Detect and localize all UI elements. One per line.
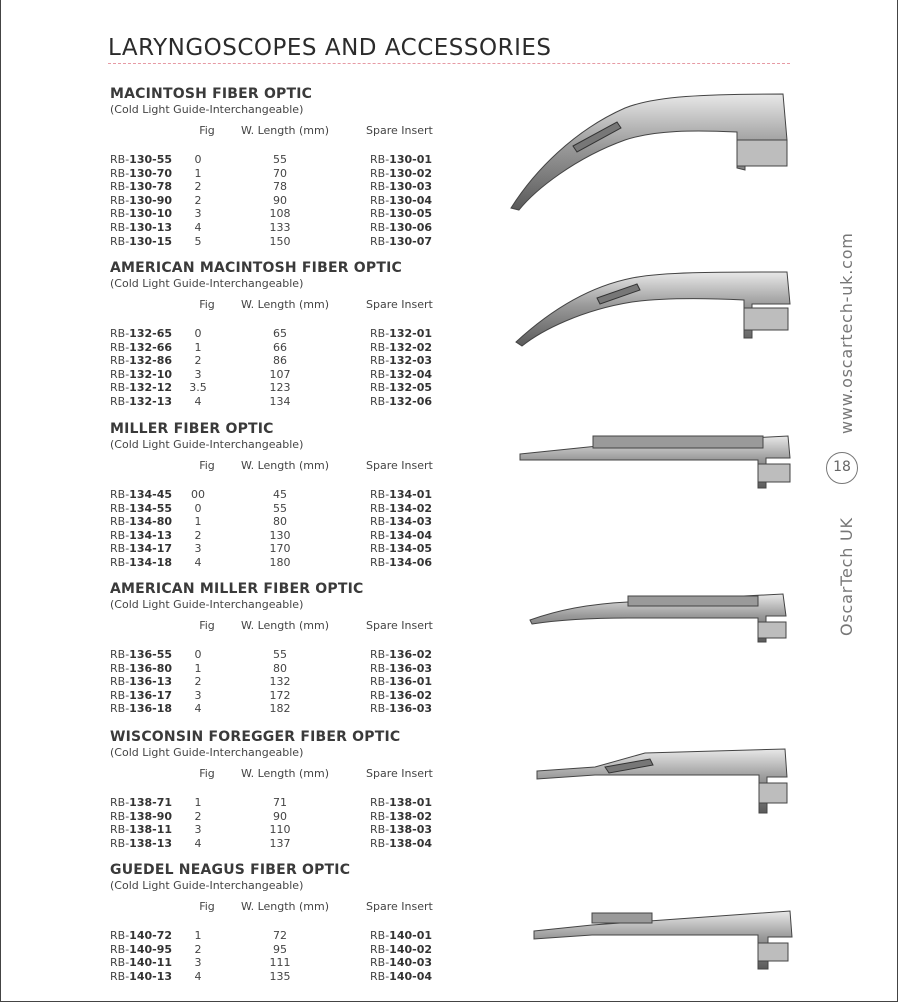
- table-header: [110, 124, 450, 140]
- fig-value: 3: [194, 367, 202, 381]
- fig-value: 4: [194, 555, 202, 569]
- product-code: RB-136-18: [110, 702, 173, 716]
- length-value: 55: [273, 501, 287, 515]
- product-code: RB-140-11: [110, 956, 173, 970]
- spare-insert-code: RB-138-02: [370, 809, 433, 823]
- section-subtitle: (Cold Light Guide-Interchangeable): [110, 746, 304, 759]
- section-subtitle: (Cold Light Guide-Interchangeable): [110, 438, 304, 451]
- length-value: 72: [273, 929, 287, 942]
- section-title: AMERICAN MILLER FIBER OPTIC: [110, 581, 364, 597]
- fig-value: 2: [194, 675, 202, 689]
- product-code: RB-130-15: [110, 234, 173, 248]
- fig-value: 3: [194, 207, 202, 221]
- length-value: 182: [269, 702, 291, 716]
- product-code: RB-132-65: [110, 327, 173, 340]
- length-value: 108: [269, 207, 291, 221]
- table-row: [110, 515, 450, 529]
- table-header: [110, 459, 450, 475]
- spare-insert-code: RB-130-02: [370, 166, 433, 180]
- fig-value: 2: [194, 354, 202, 368]
- table-row: [110, 929, 450, 943]
- table-row: [110, 368, 450, 382]
- table-row: [110, 502, 450, 516]
- product-code: RB-132-66: [110, 340, 173, 354]
- product-code: RB-136-13: [110, 675, 173, 689]
- product-section: [110, 86, 450, 248]
- fig-value: 3: [194, 542, 202, 556]
- fig-value: 3: [194, 688, 202, 702]
- product-code: RB-134-17: [110, 542, 173, 556]
- spare-insert-code: RB-136-01: [370, 675, 433, 689]
- length-value: 180: [269, 555, 291, 569]
- header-fig: Fig: [199, 459, 215, 472]
- side-website-url: www.oscartech-uk.com: [837, 232, 856, 434]
- spare-insert-code: RB-140-01: [370, 929, 433, 942]
- product-code: RB-134-18: [110, 555, 173, 569]
- table-row: [110, 648, 450, 662]
- fig-value: 0: [194, 327, 202, 340]
- header-spare-insert: Spare Insert: [366, 124, 433, 137]
- header-spare-insert: Spare Insert: [366, 619, 433, 632]
- section-subtitle: (Cold Light Guide-Interchangeable): [110, 879, 304, 892]
- spare-insert-code: RB-134-04: [370, 528, 433, 542]
- header-fig: Fig: [199, 767, 215, 780]
- section-subtitle: (Cold Light Guide-Interchangeable): [110, 598, 304, 611]
- length-value: 66: [273, 340, 287, 354]
- product-code: RB-130-70: [110, 166, 173, 180]
- fig-value: 1: [194, 340, 202, 354]
- spare-insert-code: RB-130-04: [370, 193, 433, 207]
- length-value: 107: [269, 367, 291, 381]
- table-row: [110, 823, 450, 837]
- section-title: MACINTOSH FIBER OPTIC: [110, 86, 313, 102]
- product-code: RB-138-13: [110, 836, 173, 850]
- title-divider: [108, 63, 790, 64]
- length-value: 110: [269, 823, 291, 837]
- product-code: RB-136-17: [110, 688, 173, 702]
- product-code: RB-140-95: [110, 942, 173, 956]
- fig-value: 2: [194, 193, 202, 207]
- length-value: 137: [269, 836, 291, 850]
- fig-value: 2: [194, 180, 202, 194]
- header-spare-insert: Spare Insert: [366, 900, 433, 913]
- table-row: [110, 221, 450, 235]
- fig-value: 4: [194, 394, 202, 408]
- section-subtitle: (Cold Light Guide-Interchangeable): [110, 277, 304, 290]
- length-value: 172: [269, 688, 291, 702]
- product-code: RB-138-71: [110, 796, 173, 809]
- spare-insert-code: RB-134-01: [370, 488, 433, 501]
- header-spare-insert: Spare Insert: [366, 459, 433, 472]
- product-code: RB-130-55: [110, 153, 173, 166]
- fig-value: 1: [194, 661, 202, 675]
- guedel-neagus-blade-image: [532, 905, 800, 975]
- product-section: [110, 862, 450, 983]
- fig-value: 4: [194, 836, 202, 850]
- table-row: [110, 810, 450, 824]
- length-value: 70: [273, 166, 287, 180]
- table-row: [110, 381, 450, 395]
- spare-insert-code: RB-130-07: [370, 234, 433, 248]
- header-length: W. Length (mm): [240, 459, 330, 472]
- table-row: [110, 956, 450, 970]
- product-code: RB-134-45: [110, 488, 173, 501]
- product-code: RB-134-13: [110, 528, 173, 542]
- spare-insert-code: RB-134-02: [370, 501, 433, 515]
- table-row: [110, 675, 450, 689]
- product-code: RB-132-10: [110, 367, 173, 381]
- length-value: 130: [269, 528, 291, 542]
- table-row: [110, 327, 450, 341]
- spare-insert-code: RB-134-06: [370, 555, 433, 569]
- table-row: [110, 702, 450, 716]
- header-length: W. Length (mm): [240, 767, 330, 780]
- length-value: 95: [273, 942, 287, 956]
- header-spare-insert: Spare Insert: [366, 298, 433, 311]
- spare-insert-code: RB-134-05: [370, 542, 433, 556]
- american-macintosh-blade-image: [512, 268, 802, 353]
- spare-insert-code: RB-134-03: [370, 515, 433, 529]
- product-section: [110, 581, 450, 716]
- product-section: [110, 421, 450, 570]
- header-length: W. Length (mm): [240, 298, 330, 311]
- table-row: [110, 153, 450, 167]
- length-value: 90: [273, 809, 287, 823]
- section-title: WISCONSIN FOREGGER FIBER OPTIC: [110, 729, 401, 745]
- spare-insert-code: RB-136-02: [370, 648, 433, 661]
- fig-value: 0: [194, 153, 202, 166]
- product-section: [110, 729, 450, 850]
- fig-value: 3.5: [189, 381, 207, 395]
- spare-insert-code: RB-140-04: [370, 969, 433, 983]
- spare-insert-code: RB-132-01: [370, 327, 433, 340]
- table-row: [110, 235, 450, 249]
- fig-value: 5: [194, 234, 202, 248]
- table-row: [110, 943, 450, 957]
- header-fig: Fig: [199, 619, 215, 632]
- table-row: [110, 207, 450, 221]
- length-value: 132: [269, 675, 291, 689]
- table-row: [110, 970, 450, 984]
- section-title: MILLER FIBER OPTIC: [110, 421, 274, 437]
- miller-blade-image: [518, 430, 798, 494]
- fig-value: 4: [194, 702, 202, 716]
- fig-value: 1: [194, 166, 202, 180]
- table-row: [110, 689, 450, 703]
- product-section: [110, 260, 450, 409]
- spare-insert-code: RB-132-02: [370, 340, 433, 354]
- table-header: [110, 767, 450, 783]
- length-value: 78: [273, 180, 287, 194]
- table-row: [110, 662, 450, 676]
- header-fig: Fig: [199, 124, 215, 137]
- table-row: [110, 556, 450, 570]
- product-code: RB-130-10: [110, 207, 173, 221]
- fig-value: 1: [194, 796, 202, 809]
- spare-insert-code: RB-136-03: [370, 661, 433, 675]
- table-header: [110, 619, 450, 635]
- spare-insert-code: RB-132-06: [370, 394, 433, 408]
- product-code: RB-136-55: [110, 648, 173, 661]
- fig-value: 3: [194, 956, 202, 970]
- table-row: [110, 529, 450, 543]
- product-code: RB-140-72: [110, 929, 173, 942]
- spare-insert-code: RB-136-03: [370, 702, 433, 716]
- product-code: RB-134-80: [110, 515, 173, 529]
- length-value: 134: [269, 394, 291, 408]
- spare-insert-code: RB-138-04: [370, 836, 433, 850]
- length-value: 80: [273, 661, 287, 675]
- table-row: [110, 542, 450, 556]
- table-row: [110, 796, 450, 810]
- american-miller-blade-image: [528, 590, 793, 648]
- product-code: RB-140-13: [110, 969, 173, 983]
- spare-insert-code: RB-136-02: [370, 688, 433, 702]
- table-row: [110, 167, 450, 181]
- fig-value: 2: [194, 528, 202, 542]
- product-code: RB-138-11: [110, 823, 173, 837]
- fig-value: 2: [194, 942, 202, 956]
- spare-insert-code: RB-130-01: [370, 153, 433, 166]
- spare-insert-code: RB-130-06: [370, 220, 433, 234]
- length-value: 135: [269, 969, 291, 983]
- length-value: 133: [269, 220, 291, 234]
- table-header: [110, 900, 450, 916]
- fig-value: 4: [194, 220, 202, 234]
- header-length: W. Length (mm): [240, 619, 330, 632]
- section-title: AMERICAN MACINTOSH FIBER OPTIC: [110, 260, 402, 276]
- length-value: 150: [269, 234, 291, 248]
- spare-insert-code: RB-132-04: [370, 367, 433, 381]
- fig-value: 00: [191, 488, 205, 501]
- spare-insert-code: RB-132-05: [370, 381, 433, 395]
- fig-value: 1: [194, 515, 202, 529]
- product-code: RB-138-90: [110, 809, 173, 823]
- side-brand-name: OscarTech UK: [837, 517, 856, 636]
- length-value: 55: [273, 648, 287, 661]
- product-code: RB-134-55: [110, 501, 173, 515]
- product-code: RB-132-12: [110, 381, 173, 395]
- wisconsin-foregger-blade-image: [535, 745, 795, 820]
- table-row: [110, 354, 450, 368]
- table-header: [110, 298, 450, 314]
- table-row: [110, 194, 450, 208]
- page-number-badge: 18: [826, 452, 858, 484]
- header-length: W. Length (mm): [240, 900, 330, 913]
- spare-insert-code: RB-140-02: [370, 942, 433, 956]
- table-row: [110, 837, 450, 851]
- length-value: 111: [269, 956, 291, 970]
- fig-value: 4: [194, 969, 202, 983]
- length-value: 86: [273, 354, 287, 368]
- fig-value: 0: [194, 501, 202, 515]
- length-value: 80: [273, 515, 287, 529]
- table-row: [110, 180, 450, 194]
- fig-value: 1: [194, 929, 202, 942]
- length-value: 90: [273, 193, 287, 207]
- length-value: 55: [273, 153, 287, 166]
- spare-insert-code: RB-140-03: [370, 956, 433, 970]
- macintosh-blade-image: [505, 90, 795, 215]
- table-row: [110, 341, 450, 355]
- product-code: RB-132-13: [110, 394, 173, 408]
- length-value: 45: [273, 488, 287, 501]
- product-code: RB-136-80: [110, 661, 173, 675]
- spare-insert-code: RB-138-01: [370, 796, 433, 809]
- length-value: 123: [269, 381, 291, 395]
- length-value: 65: [273, 327, 287, 340]
- product-code: RB-130-13: [110, 220, 173, 234]
- fig-value: 0: [194, 648, 202, 661]
- product-code: RB-130-90: [110, 193, 173, 207]
- section-subtitle: (Cold Light Guide-Interchangeable): [110, 103, 304, 116]
- table-row: [110, 488, 450, 502]
- fig-value: 3: [194, 823, 202, 837]
- fig-value: 2: [194, 809, 202, 823]
- product-code: RB-132-86: [110, 354, 173, 368]
- spare-insert-code: RB-130-05: [370, 207, 433, 221]
- length-value: 170: [269, 542, 291, 556]
- spare-insert-code: RB-130-03: [370, 180, 433, 194]
- header-fig: Fig: [199, 298, 215, 311]
- header-spare-insert: Spare Insert: [366, 767, 433, 780]
- length-value: 71: [273, 796, 287, 809]
- table-row: [110, 395, 450, 409]
- section-title: GUEDEL NEAGUS FIBER OPTIC: [110, 862, 351, 878]
- product-code: RB-130-78: [110, 180, 173, 194]
- page-title: LARYNGOSCOPES AND ACCESSORIES: [108, 35, 552, 62]
- header-fig: Fig: [199, 900, 215, 913]
- spare-insert-code: RB-138-03: [370, 823, 433, 837]
- header-length: W. Length (mm): [240, 124, 330, 137]
- spare-insert-code: RB-132-03: [370, 354, 433, 368]
